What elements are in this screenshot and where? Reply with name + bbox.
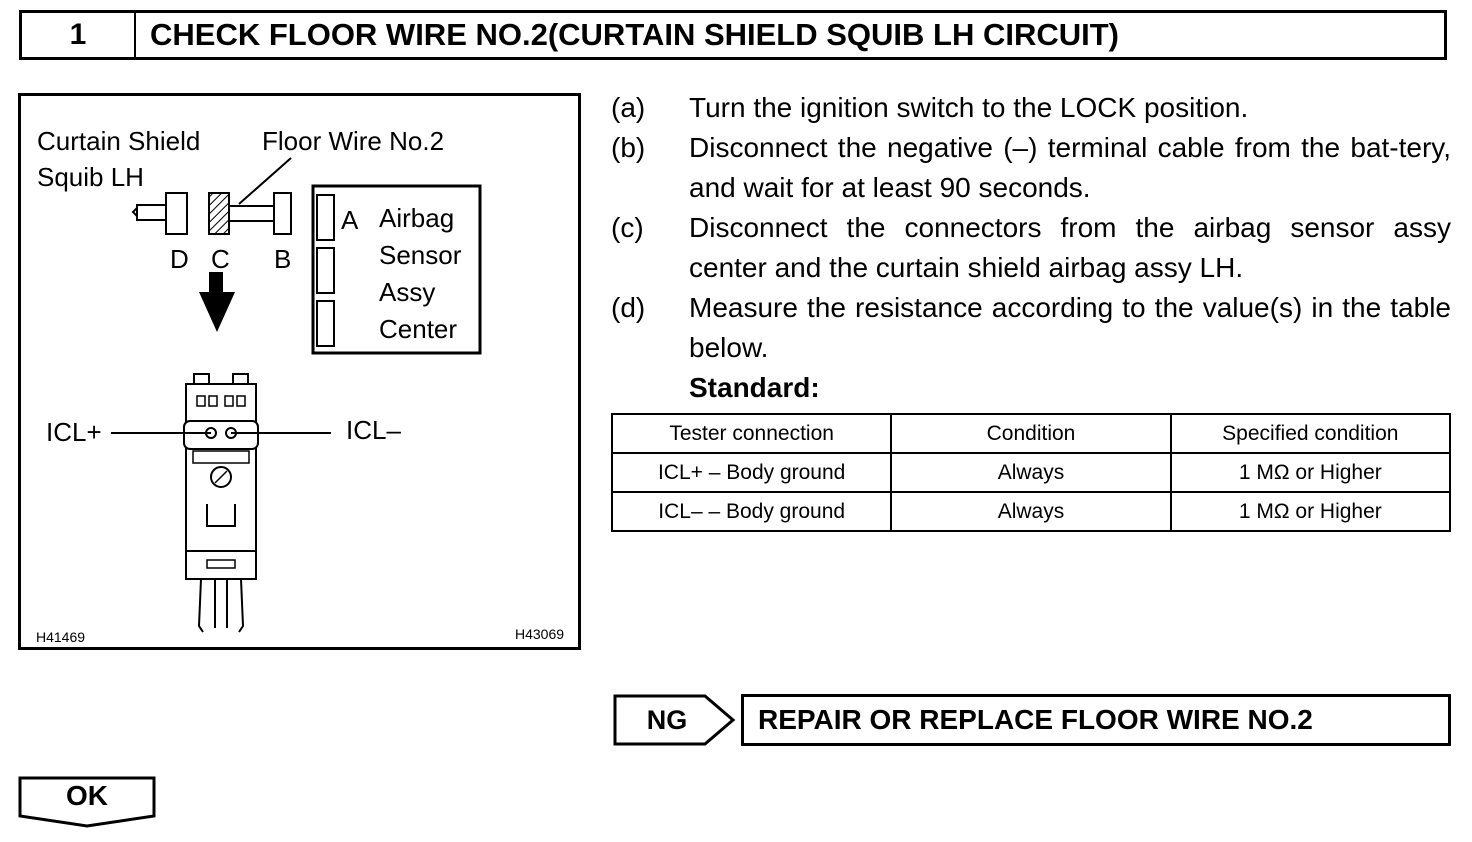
airbag-label-line2: Sensor <box>379 240 462 270</box>
icl-plus-label: ICL+ <box>46 417 102 447</box>
step-text: Disconnect the connectors from the airbag sensor assy center and the curtain shield airbag assy LH. <box>689 212 1451 283</box>
ng-branch-button[interactable] <box>613 694 737 746</box>
table-row <box>612 453 1450 492</box>
table-cell: ICL+ – Body ground <box>612 453 891 492</box>
icl-minus-label: ICL– <box>346 415 401 445</box>
curtain-shield-label-line2: Squib LH <box>37 162 144 192</box>
table-cell: Always <box>891 453 1170 492</box>
connector-a-label: A <box>341 205 359 235</box>
table-cell: 1 MΩ or Higher <box>1171 453 1450 492</box>
table-header: Tester connection <box>612 414 891 453</box>
floor-wire-label: Floor Wire No.2 <box>262 126 445 156</box>
step-label: (a) <box>611 92 646 123</box>
step-text: Turn the ignition switch to the LOCK position. <box>689 92 1249 123</box>
ok-branch-button[interactable] <box>18 776 156 828</box>
procedure-step <box>611 88 1451 128</box>
procedure-step <box>611 288 1451 368</box>
step-label: (d) <box>611 292 646 323</box>
step-number: 1 <box>22 13 136 57</box>
airbag-label-line1: Airbag <box>379 203 455 233</box>
figure-code-right: H43069 <box>515 626 565 642</box>
ng-label: NG <box>646 704 688 735</box>
step-label: (b) <box>611 132 646 163</box>
table-header-row <box>612 414 1450 453</box>
curtain-shield-label-line1: Curtain Shield <box>37 126 201 156</box>
ok-label: OK <box>66 780 108 811</box>
table-header: Specified condition <box>1171 414 1450 453</box>
step-text: Measure the resistance according to the value(s) in the table below. <box>689 292 1451 363</box>
table-cell: Always <box>891 492 1170 531</box>
standard-table <box>611 413 1451 532</box>
connector-b-label: B <box>274 244 292 274</box>
procedure-step <box>611 208 1451 288</box>
step-label: (c) <box>611 212 644 243</box>
table-cell: 1 MΩ or Higher <box>1171 492 1450 531</box>
table-header: Condition <box>891 414 1170 453</box>
procedure-step <box>611 128 1451 208</box>
figure-code-left: H41469 <box>36 629 86 645</box>
airbag-label-line3: Assy <box>379 277 436 307</box>
table-row <box>612 492 1450 531</box>
step-title: CHECK FLOOR WIRE NO.2(CURTAIN SHIELD SQUIB LH CIRCUIT) <box>150 17 1120 52</box>
airbag-label-line4: Center <box>379 314 458 344</box>
standard-label: Standard: <box>689 372 820 403</box>
connector-d-label: D <box>170 244 189 274</box>
step-text: Disconnect the negative (–) terminal cable from the bat-tery, and wait for at least 90 seconds. <box>689 132 1451 203</box>
connector-c-label: C <box>211 244 230 274</box>
table-cell: ICL– – Body ground <box>612 492 891 531</box>
step-header <box>19 10 1447 60</box>
ng-action-box: REPAIR OR REPLACE FLOOR WIRE NO.2 <box>741 694 1451 746</box>
wiring-figure <box>18 93 581 650</box>
procedure-steps <box>611 88 1451 408</box>
